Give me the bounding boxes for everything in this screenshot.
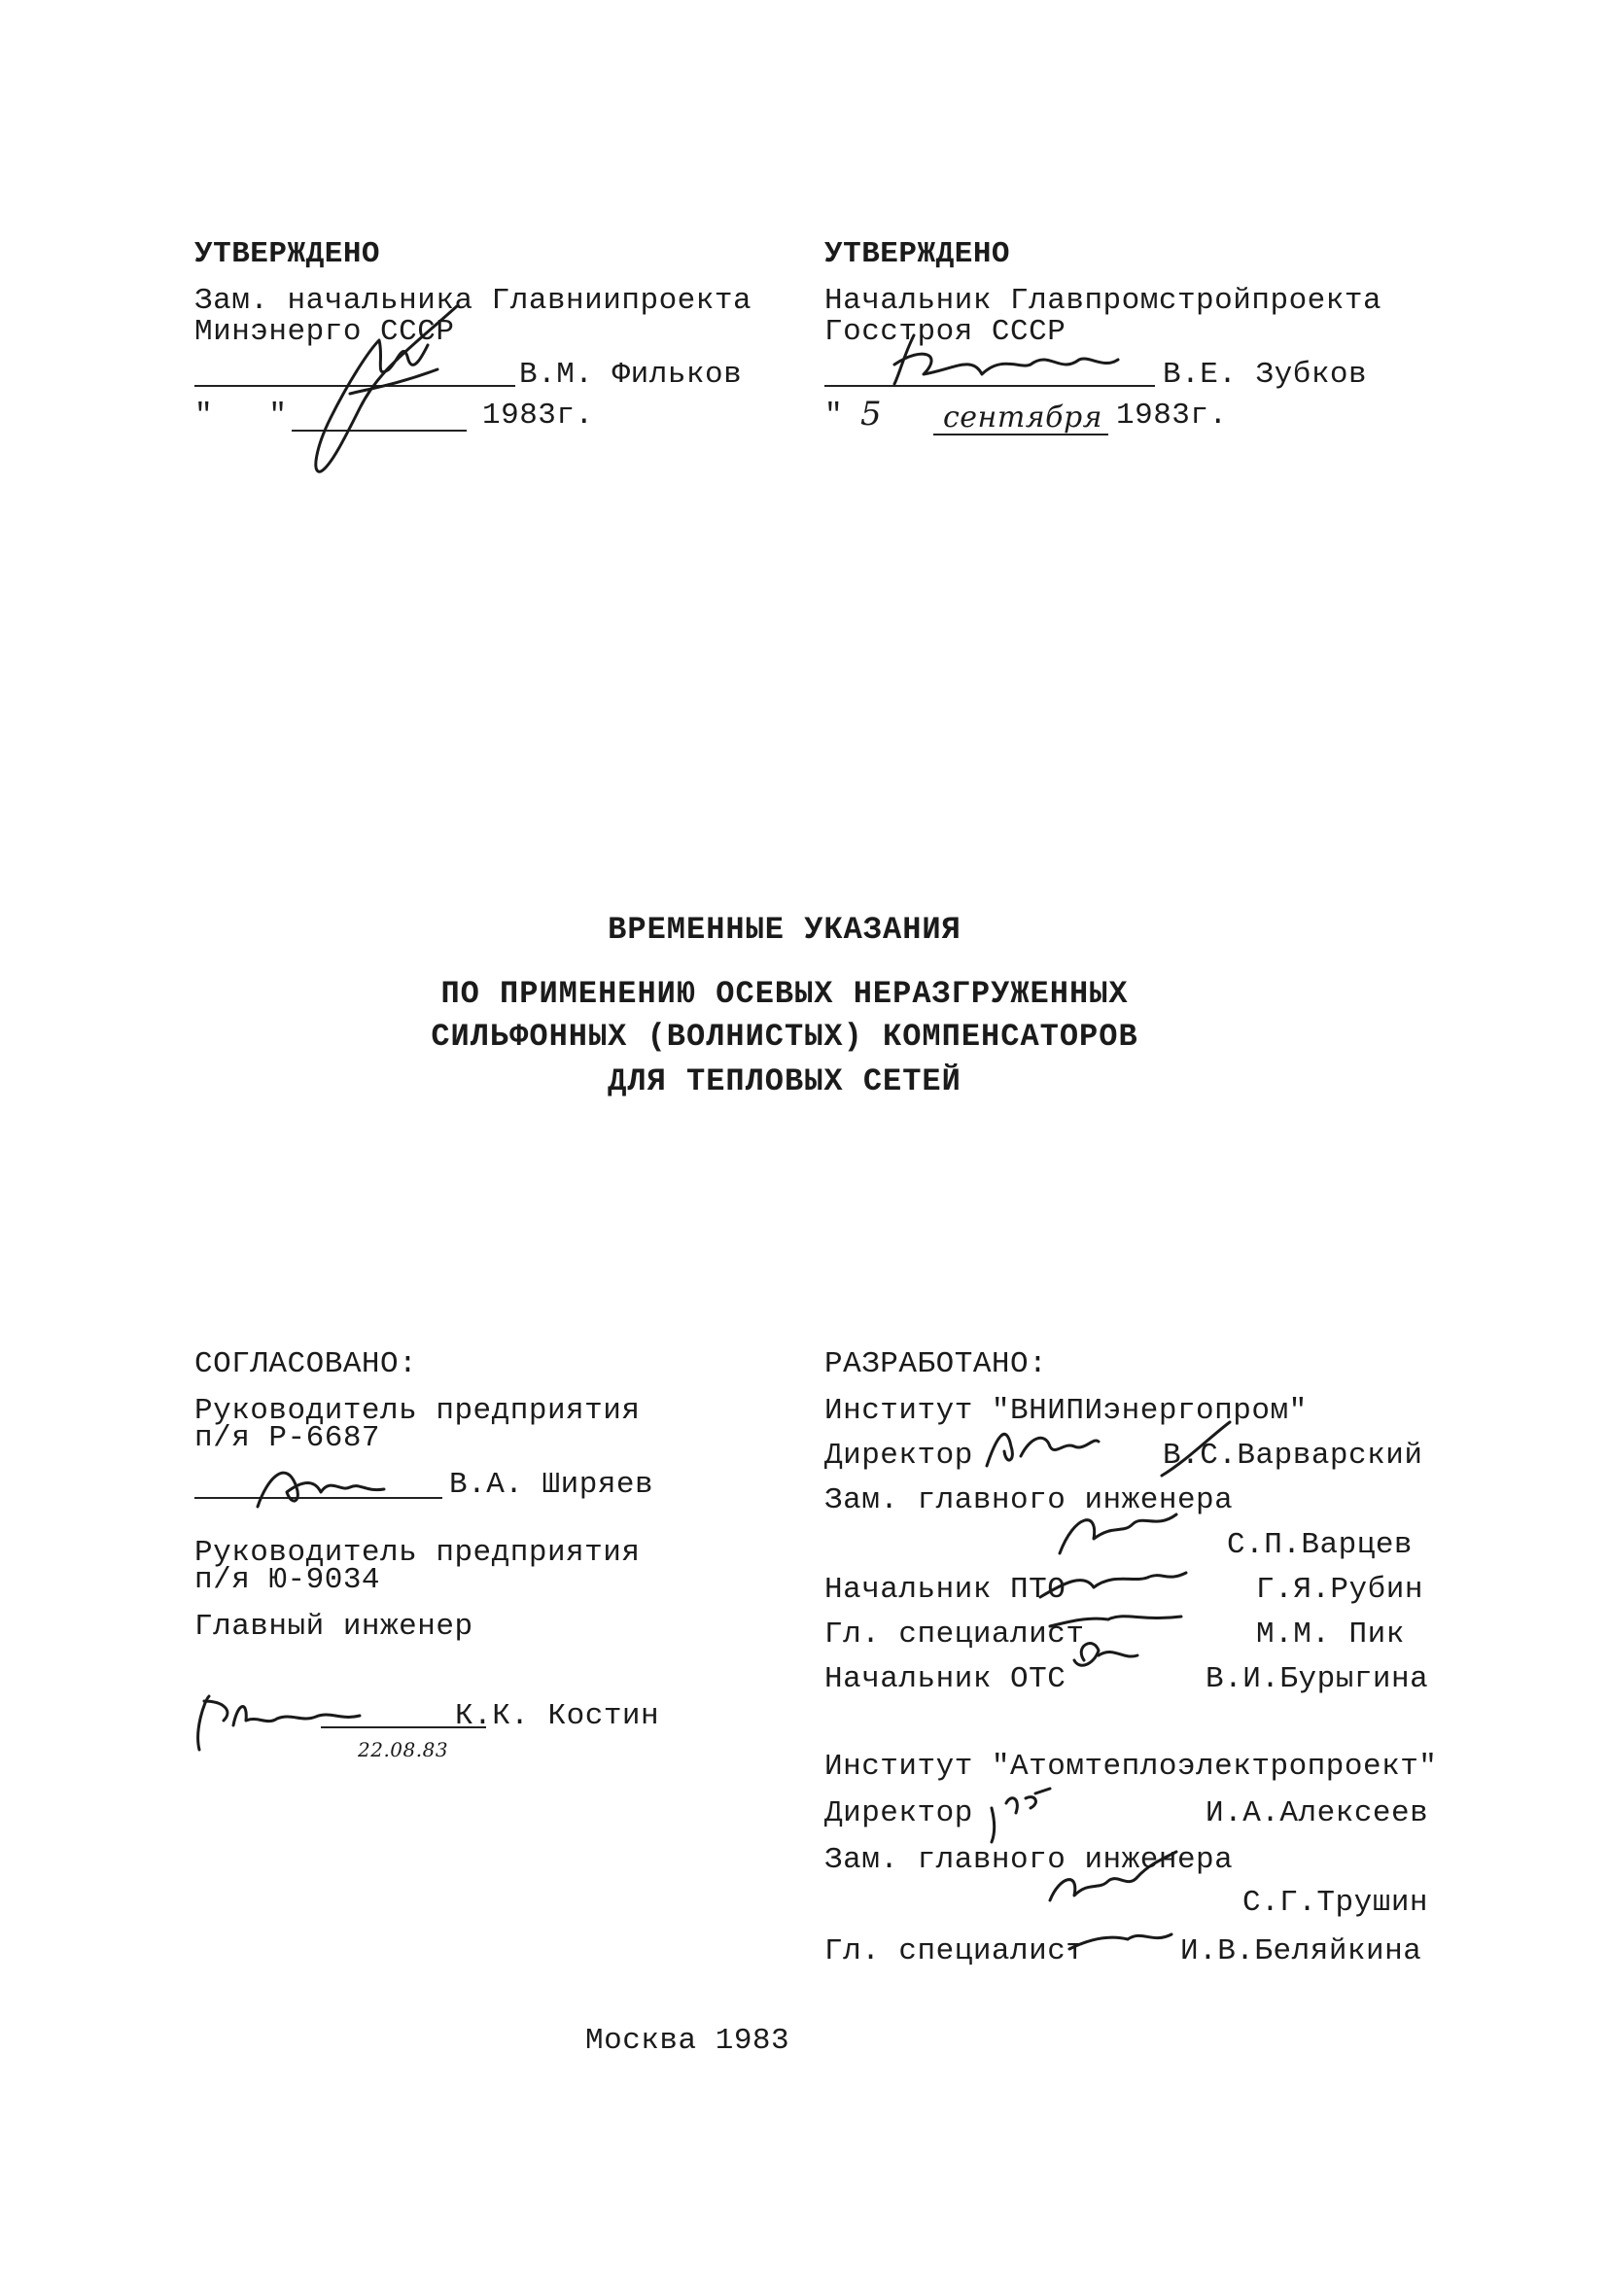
developed-inst2-name: С.Г.Трушин: [1242, 1886, 1429, 1920]
approved-left-heading: УТВЕРЖДЕНО: [194, 237, 381, 271]
agreed-chief-date: 22.08.83: [358, 1738, 449, 1761]
approved-right-date-prefix: ": [824, 399, 844, 433]
developed-inst1-name: В.И.Бурыгина: [1206, 1662, 1429, 1696]
approved-left-name: В.М. Фильков: [519, 358, 743, 392]
developed-inst1-name: Г.Я.Рубин: [1256, 1573, 1423, 1607]
title-line-3: СИЛЬФОННЫХ (ВОЛНИСТЫХ) КОМПЕНСАТОРОВ: [431, 1019, 1138, 1055]
footer-place-year: Москва 1983: [585, 2024, 790, 2058]
approved-left-signature: [292, 301, 486, 476]
approved-left-date-quote: " ": [194, 399, 288, 433]
approved-right-signature: [856, 326, 1147, 394]
agreed-head1-signature: [248, 1448, 403, 1516]
developed-inst2-name: И.А.Алексеев: [1206, 1796, 1429, 1830]
agreed-head2-position: Руководитель предприятия: [194, 1536, 641, 1570]
approved-right-year: 1983г.: [1116, 399, 1228, 433]
approved-left-org: Минэнерго СССР: [194, 315, 455, 349]
agreed-chief-engineer: Главный инженер: [194, 1610, 473, 1644]
developed-inst1-role: Гл. специалист: [824, 1618, 1085, 1652]
approved-right-date-line: [933, 434, 1108, 435]
developed-inst1-signatures: [977, 1417, 1385, 1719]
approved-right-heading: УТВЕРЖДЕНО: [824, 237, 1011, 271]
developed-inst1-role: Начальник ОТС: [824, 1662, 1066, 1696]
developed-inst1-name: С.П.Варцев: [1227, 1528, 1414, 1562]
developed-inst2-role: Гл. специалист: [824, 1934, 1085, 1968]
developed-inst2-signatures: [982, 1784, 1274, 1968]
developed-inst1-role: Зам. главного инженера: [824, 1483, 1234, 1517]
agreed-head2-box: п/я Ю-9034: [194, 1563, 381, 1597]
approved-left-position: Зам. начальника Главниипроекта: [194, 284, 752, 318]
approved-right-name: В.Е. Зубков: [1163, 358, 1368, 392]
title-line-1: ВРЕМЕННЫЕ УКАЗАНИЯ: [608, 912, 961, 948]
approved-right-date-month: сентября: [943, 400, 1103, 435]
developed-inst2-role: Зам. главного инженера: [824, 1843, 1234, 1877]
developed-inst2: Институт "Атомтеплоэлектропроект": [824, 1750, 1438, 1784]
agreed-head1-position: Руководитель предприятия: [194, 1394, 641, 1428]
developed-inst1-name: В.С.Варварский: [1163, 1439, 1423, 1473]
developed-inst1-name: М.М. Пик: [1256, 1618, 1405, 1652]
agreed-chief-name: К.К. Костин: [455, 1699, 660, 1733]
developed-inst2-name: И.В.Беляйкина: [1180, 1934, 1422, 1968]
approved-right-org: Госстроя СССР: [824, 315, 1066, 349]
developed-heading: РАЗРАБОТАНО:: [824, 1347, 1048, 1381]
approved-left-year: 1983г.: [482, 399, 594, 433]
developed-inst1: Институт "ВНИПИэнергопром": [824, 1394, 1308, 1428]
title-line-4: ДЛЯ ТЕПЛОВЫХ СЕТЕЙ: [608, 1063, 961, 1099]
agreed-head1-name: В.А. Ширяев: [449, 1468, 654, 1502]
title-line-2: ПО ПРИМЕНЕНИЮ ОСЕВЫХ НЕРАЗГРУЖЕННЫХ: [440, 976, 1129, 1012]
agreed-head1-box: п/я Р-6687: [194, 1421, 381, 1455]
developed-inst1-role: Директор: [824, 1439, 973, 1473]
approved-right-position: Начальник Главпромстройпроекта: [824, 284, 1382, 318]
developed-inst2-role: Директор: [824, 1796, 973, 1830]
developed-inst1-role: Начальник ПТО: [824, 1573, 1066, 1607]
approved-right-date-day: 5: [860, 395, 883, 434]
agreed-heading: СОГЛАСОВАНО:: [194, 1347, 418, 1381]
